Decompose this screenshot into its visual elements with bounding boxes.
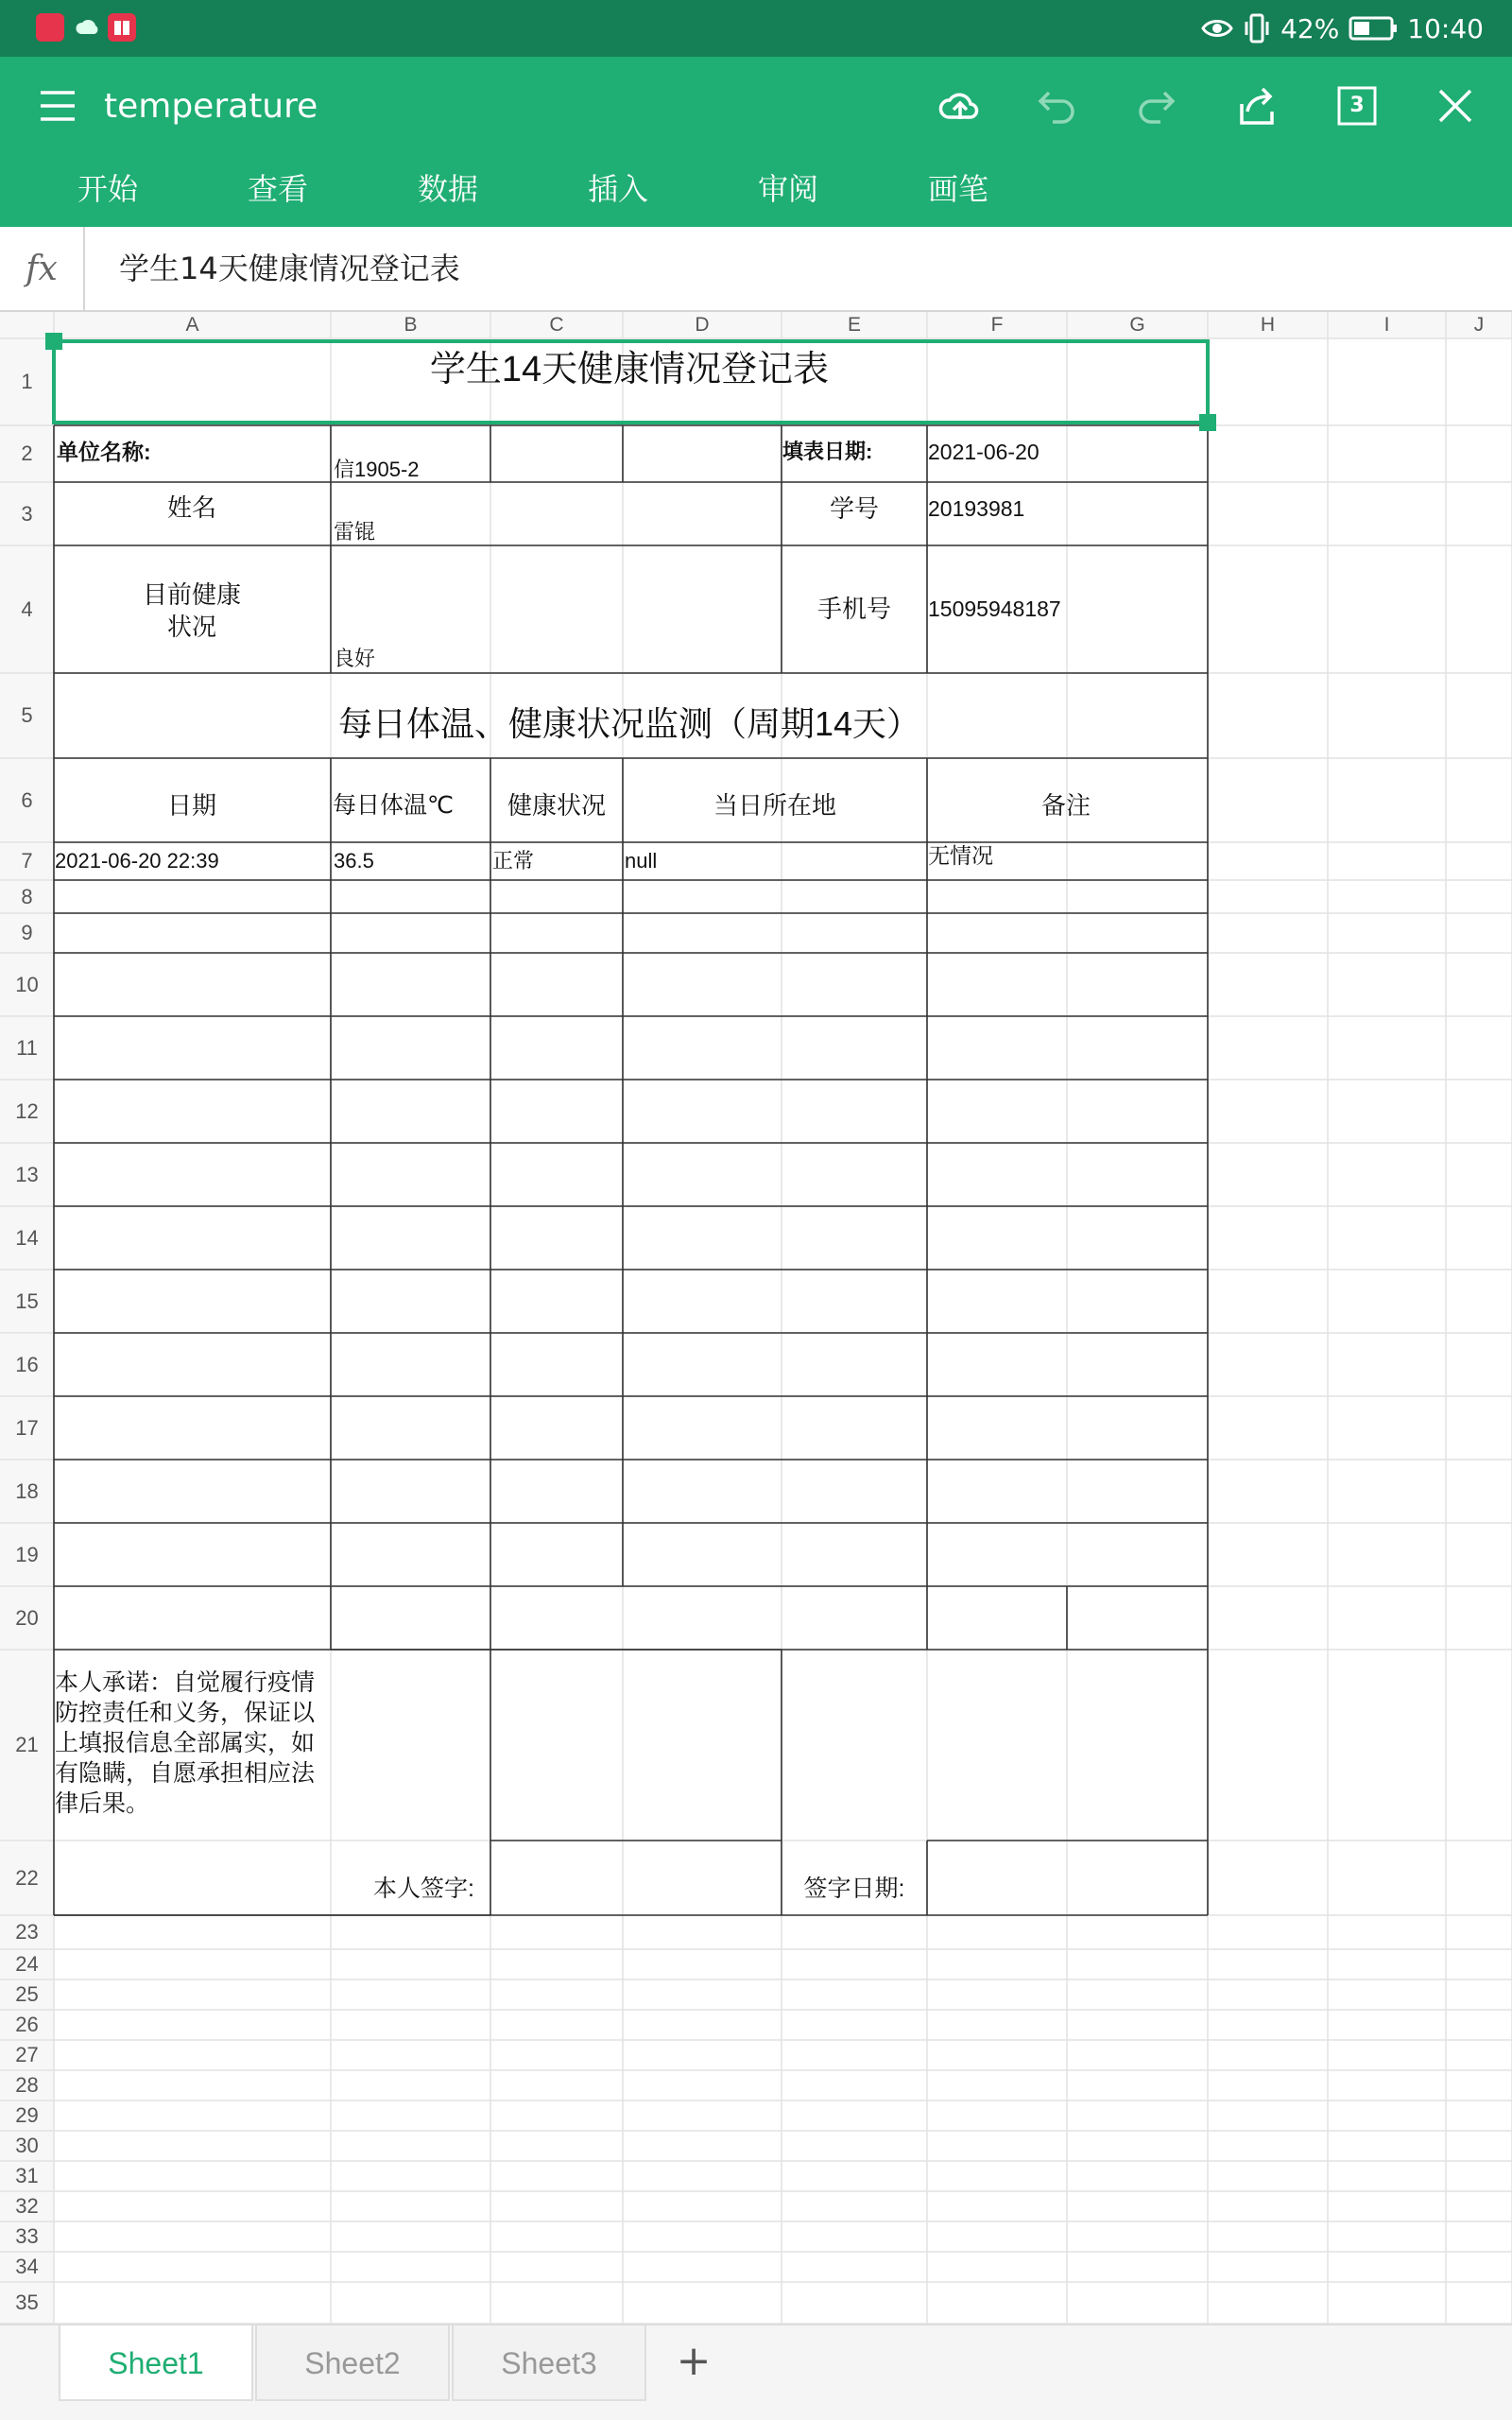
column-header[interactable]: B [404, 314, 418, 336]
column-header[interactable]: D [695, 314, 710, 336]
ribbon-tabs [38, 151, 1058, 227]
column-header[interactable]: C [549, 314, 564, 336]
fx-label: fx [0, 227, 85, 310]
tab-review[interactable]: 审阅 [758, 171, 819, 207]
eye-icon [1201, 17, 1233, 40]
column-header[interactable]: E [847, 314, 861, 336]
sign-label[interactable]: 本人签字: [373, 1876, 474, 1902]
row-header[interactable]: 8 [21, 885, 33, 908]
phone-label[interactable]: 手机号 [816, 595, 891, 623]
row-header[interactable]: 13 [15, 1163, 39, 1186]
row-header[interactable]: 7 [21, 849, 33, 873]
row-header[interactable]: 9 [21, 921, 33, 944]
student-id-label[interactable]: 学号 [829, 494, 879, 523]
unit-label[interactable]: 单位名称: [57, 440, 151, 464]
tab-view[interactable]: 查看 [248, 171, 309, 207]
tab-start[interactable]: 开始 [77, 171, 139, 207]
row-header[interactable]: 17 [15, 1416, 39, 1440]
student-id-value[interactable]: 20193981 [928, 496, 1025, 521]
pledge-text[interactable]: 本人承诺：自觉履行疫情防控责任和义务，保证以上填报信息全部属实，如有隐瞒，自愿承担相应法律后果。 [55, 1669, 316, 1817]
header-temperature[interactable]: 每日体温℃ [333, 792, 455, 819]
header-health-status[interactable]: 健康状况 [507, 791, 606, 820]
formula-bar [0, 227, 1512, 312]
column-header[interactable]: F [990, 314, 1004, 336]
header-location[interactable]: 当日所在地 [713, 791, 836, 820]
status-bar [0, 0, 1512, 57]
health-label[interactable]: 目前健康 状况 [142, 580, 241, 641]
unit-value[interactable]: 信1905-2 [334, 458, 420, 481]
sheet-tab-bar [0, 2324, 1512, 2420]
sign-date-label[interactable]: 签字日期: [803, 1876, 905, 1902]
column-header[interactable]: H [1260, 314, 1276, 336]
sheet-tab-3[interactable]: Sheet3 [452, 2325, 646, 2401]
row-header[interactable]: 24 [15, 1952, 39, 1976]
sheet-tab-1[interactable]: Sheet1 [59, 2325, 253, 2401]
formula-input[interactable]: 学生14天健康情况登记表 [119, 251, 460, 286]
document-title: temperature [104, 87, 318, 126]
column-header[interactable]: J [1473, 314, 1485, 336]
battery-icon [1349, 15, 1398, 42]
header-remarks[interactable]: 备注 [1040, 791, 1091, 820]
row-remarks[interactable]: 无情况 [928, 843, 993, 868]
column-header[interactable]: I [1383, 314, 1390, 336]
books-app-icon [108, 13, 136, 42]
row-header[interactable]: 20 [15, 1606, 39, 1630]
title-cell[interactable]: 学生14天健康情况登记表 [429, 350, 830, 389]
app-bar [0, 57, 1512, 227]
vibrate-icon [1243, 12, 1271, 44]
row-header[interactable]: 15 [15, 1289, 39, 1313]
row-header[interactable]: 25 [15, 1982, 39, 2006]
name-label[interactable]: 姓名 [166, 493, 216, 522]
row-header[interactable]: 31 [15, 2164, 39, 2187]
row-header[interactable]: 5 [21, 703, 33, 727]
row-header[interactable]: 23 [15, 1920, 39, 1944]
row-header[interactable]: 4 [21, 597, 33, 621]
row-header[interactable]: 29 [15, 2103, 39, 2127]
row-header[interactable]: 34 [15, 2255, 39, 2278]
row-date[interactable]: 2021-06-20 22:39 [55, 849, 219, 873]
menu-icon[interactable] [34, 78, 81, 134]
row-header[interactable]: 21 [15, 1733, 39, 1756]
phone-value[interactable]: 15095948187 [928, 596, 1061, 621]
tab-pen[interactable]: 画笔 [928, 171, 989, 207]
row-header[interactable]: 14 [15, 1226, 39, 1250]
fill-date-label[interactable]: 填表日期: [782, 440, 873, 463]
row-header[interactable]: 33 [15, 2224, 39, 2248]
column-header[interactable]: A [185, 314, 199, 336]
column-header[interactable]: G [1129, 314, 1145, 336]
page-count: 3 [1349, 94, 1365, 117]
spreadsheet-grid[interactable] [0, 312, 1512, 2324]
monitor-title[interactable]: 每日体温、健康状况监测（周期14天） [337, 704, 921, 743]
add-sheet-button[interactable]: + [676, 2337, 712, 2385]
row-header[interactable]: 35 [15, 2290, 39, 2314]
row-header[interactable]: 18 [15, 1479, 39, 1503]
undo-icon[interactable] [1026, 76, 1087, 136]
row-header[interactable]: 2 [21, 441, 33, 465]
row-temperature[interactable]: 36.5 [334, 849, 374, 873]
battery-percent: 42% [1280, 12, 1340, 44]
row-header[interactable]: 10 [15, 973, 39, 996]
tab-data[interactable]: 数据 [418, 171, 479, 207]
page-count-icon[interactable] [1327, 76, 1387, 136]
cloud-icon [74, 13, 102, 42]
sheet-tab-2[interactable]: Sheet2 [255, 2325, 450, 2401]
close-icon[interactable] [1425, 76, 1486, 136]
row-header[interactable]: 27 [15, 2043, 39, 2066]
header-date[interactable]: 日期 [166, 791, 216, 820]
tab-insert[interactable]: 插入 [588, 171, 649, 207]
selection-handle-bottom [1199, 414, 1216, 431]
row-header[interactable]: 22 [15, 1866, 39, 1890]
row-header[interactable]: 3 [21, 502, 33, 526]
huawei-app-icon [36, 13, 64, 42]
row-health-status[interactable]: 正常 [492, 849, 535, 873]
cloud-upload-icon[interactable] [930, 76, 990, 136]
row-location[interactable]: null [625, 849, 658, 873]
row-header[interactable]: 32 [15, 2194, 39, 2218]
row-header[interactable]: 26 [15, 2013, 39, 2036]
row-header[interactable]: 30 [15, 2134, 39, 2157]
row-header[interactable]: 1 [21, 370, 33, 393]
row-header[interactable]: 28 [15, 2073, 39, 2097]
fill-date-value[interactable]: 2021-06-20 [928, 440, 1040, 464]
share-icon[interactable] [1227, 76, 1287, 136]
row-header[interactable]: 12 [15, 1099, 39, 1123]
row-header[interactable]: 19 [15, 1543, 39, 1566]
health-value[interactable]: 良好 [334, 647, 376, 670]
clock: 10:40 [1407, 12, 1484, 44]
row-header[interactable]: 11 [16, 1036, 38, 1060]
name-value[interactable]: 雷锟 [334, 520, 376, 544]
row-header[interactable]: 6 [21, 788, 33, 812]
redo-icon[interactable] [1126, 76, 1187, 136]
row-header[interactable]: 16 [15, 1353, 39, 1376]
